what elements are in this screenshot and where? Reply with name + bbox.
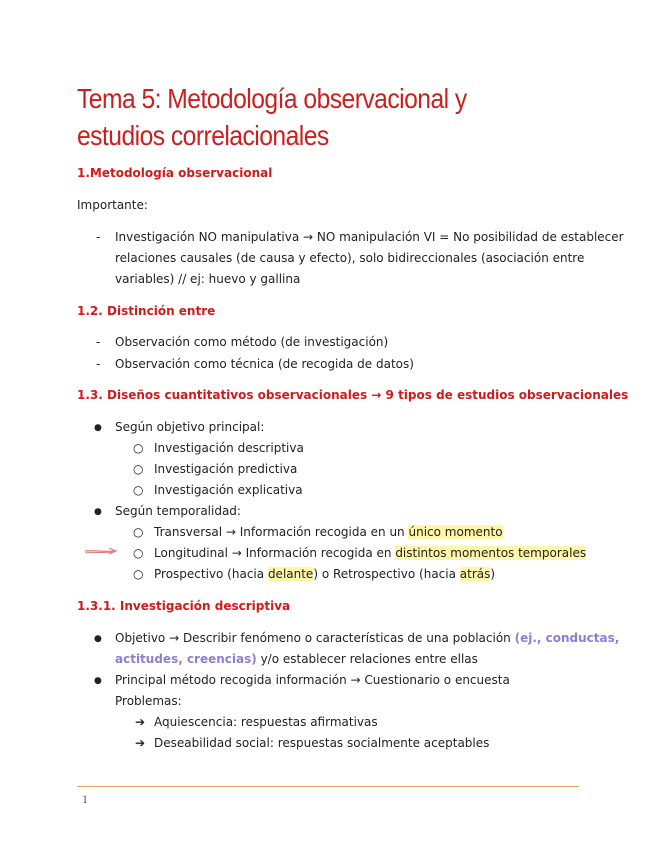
dot-bullet: ● [94,676,102,686]
list-item: Deseabilidad social: respuestas socialmente aceptables [154,736,490,750]
problems-label: Problemas: [115,694,182,708]
circle-bullet: ○ [133,546,144,560]
item-text: Longitudinal → Información recogida en [154,546,396,560]
purple-example-text: (ej., conductas, [514,631,620,645]
item-text: y/o establecer relaciones entre ellas [256,652,478,666]
section-heading-1-2: 1.2. Distinción entre [77,304,216,318]
circle-bullet: ○ [133,483,144,497]
item-text: ) o Retrospectivo (hacia [313,567,460,581]
paragraph-line [115,652,478,666]
paragraph-line [115,631,619,645]
list-item [154,567,495,581]
paragraph-line: variables) // ej: huevo y gallina [115,272,301,286]
item-text: Prospectivo (hacia [154,567,268,581]
list-item: Investigación descriptiva [154,441,304,455]
list-item: Aquiescencia: respuestas afirmativas [154,715,378,729]
footer-divider [77,786,579,787]
important-label: Importante: [77,198,148,212]
dash-bullet: - [96,357,101,371]
highlighted-text: delante [267,567,314,581]
paragraph-line: Investigación NO manipulativa → NO manipulación VI = No posibilidad de establecer [115,230,624,244]
item-text: ) [490,567,496,581]
list-item: Investigación predictiva [154,462,298,476]
circle-bullet: ○ [133,441,144,455]
list-item: Investigación explicativa [154,483,303,497]
item-text: Objetivo → Describir fenómeno o características de una población [115,631,515,645]
paragraph-line: relaciones causales (de causa y efecto), solo bidireccionales (asociación entre [115,251,585,265]
page-number: 1 [82,792,88,806]
hand-drawn-arrow-icon [84,546,118,556]
arrow-bullet-icon: ➔ [135,736,146,750]
section-heading-1-3: 1.3. Diseños cuantitativos observacionales → 9 tipos de estudios observacionales [77,388,629,402]
purple-example-text: actitudes, creencias) [115,652,257,666]
list-item: Principal método recogida información → Cuestionario o encuesta [115,673,510,687]
list-item [154,525,503,539]
dot-bullet: ● [94,507,102,517]
page-title: Tema 5: Metodología observacional y estudios correlacionales [77,83,467,151]
item-text: Transversal → Información recogida en un [154,525,409,539]
arrow-bullet-icon: ➔ [135,715,146,729]
dash-bullet: - [96,230,101,244]
highlighted-text: atrás [459,567,491,581]
list-item: Observación como método (de investigación) [115,335,389,349]
circle-bullet: ○ [133,462,144,476]
circle-bullet: ○ [133,567,144,581]
highlighted-text: único momento [408,525,503,539]
dot-bullet: ● [94,634,102,644]
section-heading-1: 1.Metodología observacional [77,166,273,180]
highlighted-text: distintos momentos temporales [395,546,587,560]
dot-bullet: ● [94,423,102,433]
circle-bullet: ○ [133,525,144,539]
dash-bullet: - [96,335,101,349]
list-item: Según objetivo principal: [115,420,265,434]
list-item [154,546,586,560]
section-heading-1-3-1: 1.3.1. Investigación descriptiva [77,599,291,613]
list-item: Observación como técnica (de recogida de datos) [115,357,414,371]
list-item: Según temporalidad: [115,504,241,518]
